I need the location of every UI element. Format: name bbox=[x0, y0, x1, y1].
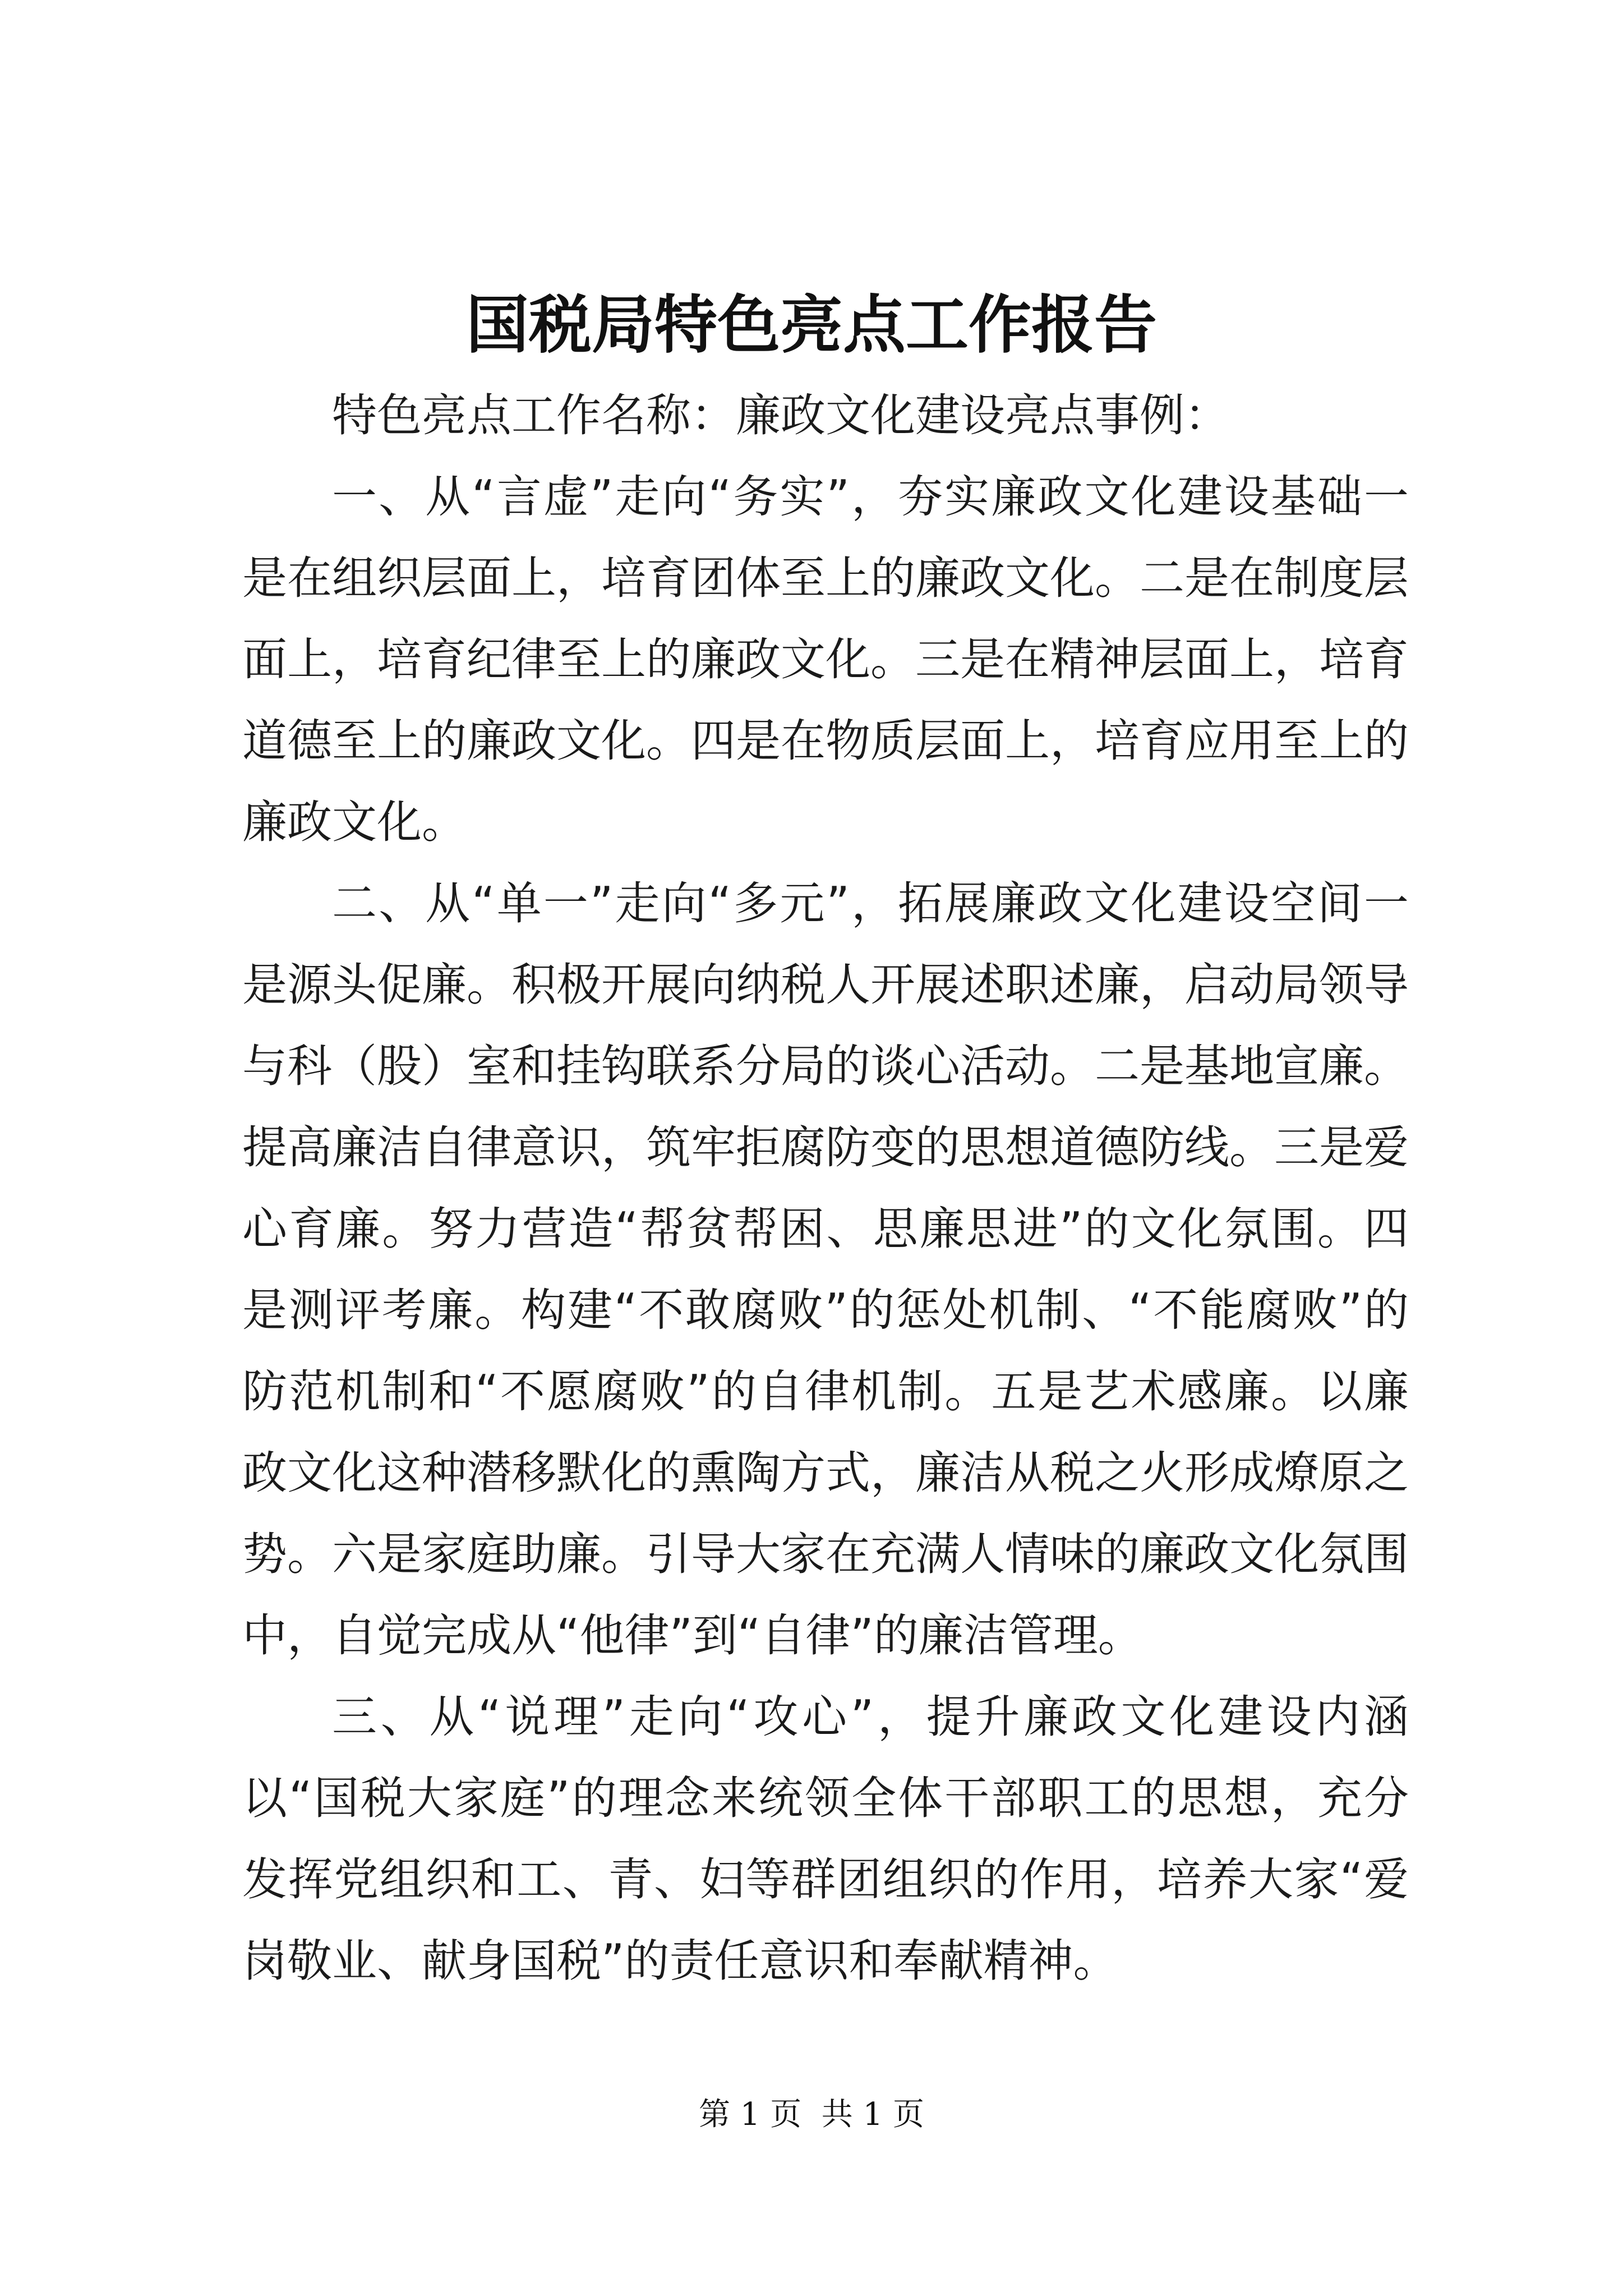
document-body bbox=[242, 375, 1409, 2001]
paragraph-section-one: 一、从“言虚”走向“务实”，夯实廉政文化建设基础一是在组织层面上，培育团体至上的廉政文化。二是在制度层面上，培育纪律至上的廉政文化。三是在精神层面上，培育道德至上的廉政文化。四是在物质层面上，培育应用至上的廉政文化。 bbox=[242, 471, 1409, 848]
paragraph-section-three: 三、从“说理”走向“攻心”，提升廉政文化建设内涵以“国税大家庭”的理念来统领全体干部职工的思想，充分发挥党组织和工、青、妇等群团组织的作用，培养大家“爱岗敬业、献身国税”的责任意识和奉献精神。 bbox=[242, 1691, 1409, 1987]
page-footer bbox=[0, 2092, 1623, 2137]
paragraph-section-two: 二、从“单一”走向“多元”，拓展廉政文化建设空间一是源头促廉。积极开展向纳税人开展述职述廉，启动局领导与科（股）室和挂钩联系分局的谈心活动。二是基地宣廉。提高廉洁自律意识，筑牢拒腐防变的思想道德防线。三是爱心育廉。努力营造“帮贫帮困、思廉思进”的文化氛围。四是测评考廉。构建“不敢腐败”的惩处机制、“不能腐败”的防范机制和“不愿腐败”的自律机制。五是艺术感廉。以廉政文化这种潜移默化的熏陶方式，廉洁从税之火形成燎原之势。六是家庭助廉。引导大家在充满人情味的廉政文化氛围中，自觉完成从“他律”到“自律”的廉洁管理。 bbox=[242, 877, 1409, 1662]
document-title: 国税局特色亮点工作报告 bbox=[466, 288, 1157, 362]
paragraph-feature-name: 特色亮点工作名称：廉政文化建设亮点事例： bbox=[332, 389, 1229, 441]
page-number: 第 1 页 共 1 页 bbox=[698, 2096, 925, 2133]
